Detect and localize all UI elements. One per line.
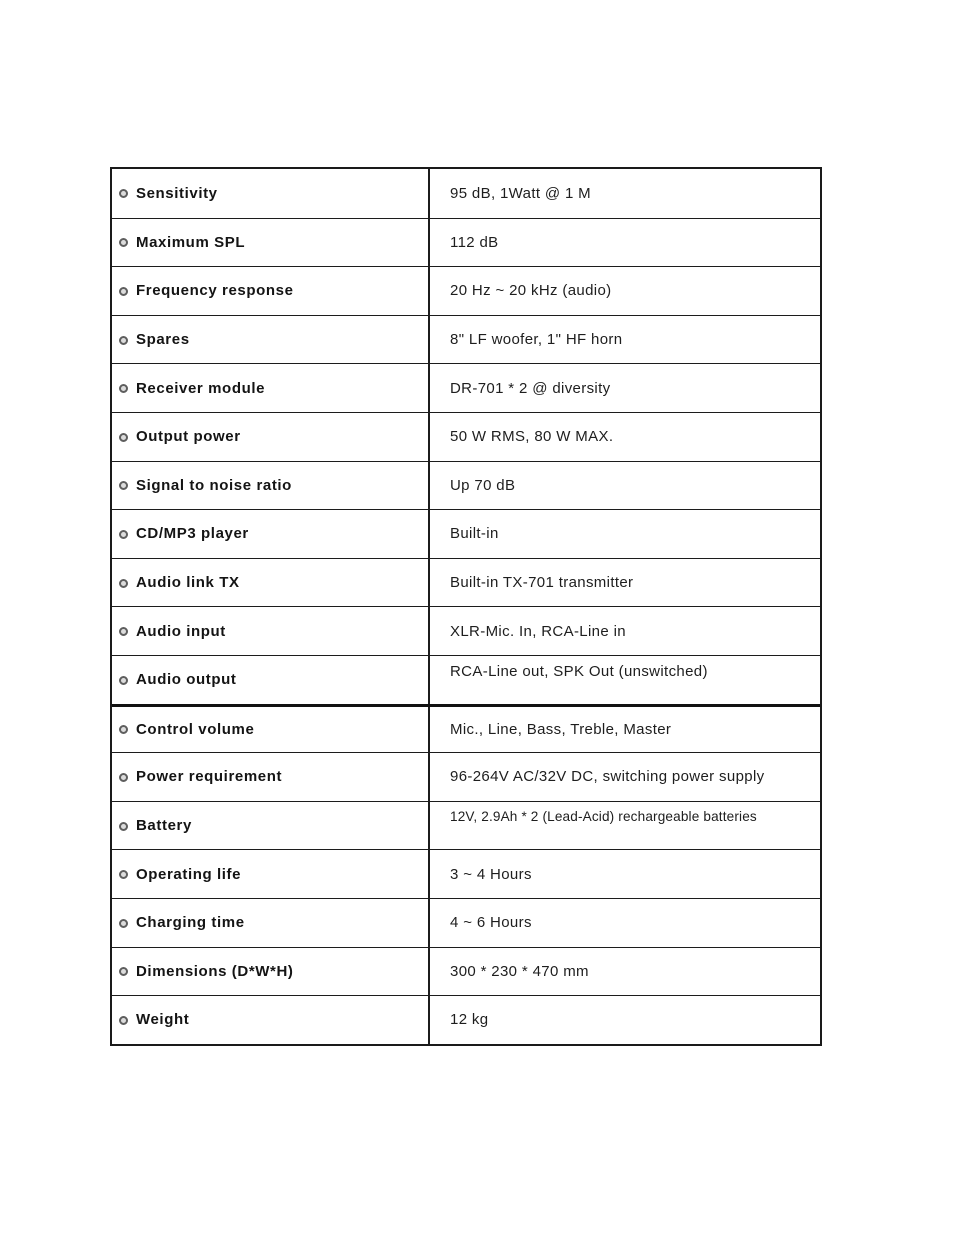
- spec-value-cell: [430, 753, 820, 801]
- spec-value: Built-in TX-701 transmitter: [450, 574, 634, 592]
- circle-bullet-icon: [119, 773, 128, 782]
- spec-value: 12 kg: [450, 1011, 489, 1029]
- spec-value-cell: [430, 364, 820, 412]
- spec-value-cell: [430, 316, 820, 364]
- spec-row: [112, 509, 820, 558]
- spec-value-cell: [430, 219, 820, 267]
- spec-value-cell: [430, 948, 820, 996]
- spec-label: CD/MP3 player: [136, 525, 249, 543]
- spec-value: 96-264V AC/32V DC, switching power supply: [450, 768, 765, 786]
- spec-value-cell: [430, 802, 820, 850]
- circle-bullet-icon: [119, 579, 128, 588]
- spec-value: Built-in: [450, 525, 499, 543]
- spec-row: [112, 752, 820, 801]
- spec-row: [112, 315, 820, 364]
- spec-value-cell: [430, 707, 820, 753]
- spec-value: XLR-Mic. In, RCA-Line in: [450, 622, 626, 640]
- circle-bullet-icon: [119, 725, 128, 734]
- spec-row: [112, 606, 820, 655]
- circle-bullet-icon: [119, 822, 128, 831]
- spec-value: Up 70 dB: [450, 476, 516, 494]
- spec-value: RCA-Line out, SPK Out (unswitched): [450, 662, 708, 680]
- circle-bullet-icon: [119, 384, 128, 393]
- spec-value: 12V, 2.9Ah * 2 (Lead-Acid) rechargeable batteries: [450, 808, 757, 824]
- spec-row: [112, 218, 820, 267]
- spec-row: [112, 801, 820, 850]
- spec-value: 3 ~ 4 Hours: [450, 865, 532, 883]
- spec-label-cell: [112, 607, 430, 655]
- spec-label-cell: [112, 219, 430, 267]
- spec-label: Weight: [136, 1011, 190, 1029]
- spec-label-cell: [112, 753, 430, 801]
- spec-label: Operating life: [136, 865, 242, 883]
- spec-label: Frequency response: [136, 282, 294, 300]
- spec-label: Battery: [136, 817, 192, 835]
- spec-value: 95 dB, 1Watt @ 1 M: [450, 184, 592, 202]
- circle-bullet-icon: [119, 530, 128, 539]
- spec-value-cell: [430, 413, 820, 461]
- spec-label: Audio input: [136, 622, 226, 640]
- spec-value-cell: [430, 899, 820, 947]
- spec-value-cell: [430, 559, 820, 607]
- spec-value: 8" LF woofer, 1" HF horn: [450, 331, 623, 349]
- spec-label-cell: [112, 802, 430, 850]
- spec-value: Mic., Line, Bass, Treble, Master: [450, 720, 672, 738]
- spec-value: 20 Hz ~ 20 kHz (audio): [450, 282, 612, 300]
- spec-row: [112, 169, 820, 218]
- spec-label-cell: [112, 169, 430, 218]
- spec-label-cell: [112, 267, 430, 315]
- spec-value-cell: [430, 996, 820, 1044]
- spec-label-cell: [112, 707, 430, 753]
- spec-row: [112, 704, 820, 753]
- spec-row: [112, 947, 820, 996]
- spec-label-cell: [112, 462, 430, 510]
- spec-label: Receiver module: [136, 379, 266, 397]
- spec-value-cell: [430, 169, 820, 218]
- circle-bullet-icon: [119, 967, 128, 976]
- circle-bullet-icon: [119, 336, 128, 345]
- spec-label-cell: [112, 656, 430, 704]
- spec-label-cell: [112, 559, 430, 607]
- spec-label: Maximum SPL: [136, 233, 246, 251]
- spec-row: [112, 363, 820, 412]
- spec-value-cell: [430, 656, 820, 704]
- spec-label-cell: [112, 364, 430, 412]
- spec-label: Signal to noise ratio: [136, 476, 292, 494]
- circle-bullet-icon: [119, 1016, 128, 1025]
- spec-label: Output power: [136, 428, 241, 446]
- spec-value-cell: [430, 607, 820, 655]
- spec-table: [110, 167, 822, 1046]
- spec-label: Spares: [136, 331, 190, 349]
- spec-row: [112, 412, 820, 461]
- spec-label-cell: [112, 316, 430, 364]
- spec-label-cell: [112, 948, 430, 996]
- spec-row: [112, 558, 820, 607]
- spec-label: Charging time: [136, 914, 245, 932]
- spec-label: Audio link TX: [136, 574, 240, 592]
- circle-bullet-icon: [119, 189, 128, 198]
- spec-row: [112, 266, 820, 315]
- spec-value-cell: [430, 510, 820, 558]
- circle-bullet-icon: [119, 287, 128, 296]
- circle-bullet-icon: [119, 676, 128, 685]
- spec-label-cell: [112, 413, 430, 461]
- spec-value-cell: [430, 462, 820, 510]
- spec-label: Control volume: [136, 720, 255, 738]
- spec-label: Dimensions (D*W*H): [136, 962, 294, 980]
- spec-value-cell: [430, 267, 820, 315]
- spec-value-cell: [430, 850, 820, 898]
- spec-row: [112, 655, 820, 704]
- spec-label: Sensitivity: [136, 184, 218, 202]
- spec-label: Power requirement: [136, 768, 283, 786]
- circle-bullet-icon: [119, 627, 128, 636]
- circle-bullet-icon: [119, 481, 128, 490]
- spec-label-cell: [112, 996, 430, 1044]
- spec-value: 50 W RMS, 80 W MAX.: [450, 428, 614, 446]
- circle-bullet-icon: [119, 919, 128, 928]
- circle-bullet-icon: [119, 433, 128, 442]
- spec-value: 4 ~ 6 Hours: [450, 914, 532, 932]
- circle-bullet-icon: [119, 238, 128, 247]
- spec-label-cell: [112, 899, 430, 947]
- spec-row: [112, 898, 820, 947]
- spec-value: 300 * 230 * 470 mm: [450, 962, 589, 980]
- circle-bullet-icon: [119, 870, 128, 879]
- spec-value: DR-701 * 2 @ diversity: [450, 379, 611, 397]
- spec-label-cell: [112, 510, 430, 558]
- spec-row: [112, 849, 820, 898]
- spec-row: [112, 461, 820, 510]
- spec-label: Audio output: [136, 671, 237, 689]
- spec-label-cell: [112, 850, 430, 898]
- spec-value: 112 dB: [450, 233, 499, 251]
- spec-row: [112, 995, 820, 1044]
